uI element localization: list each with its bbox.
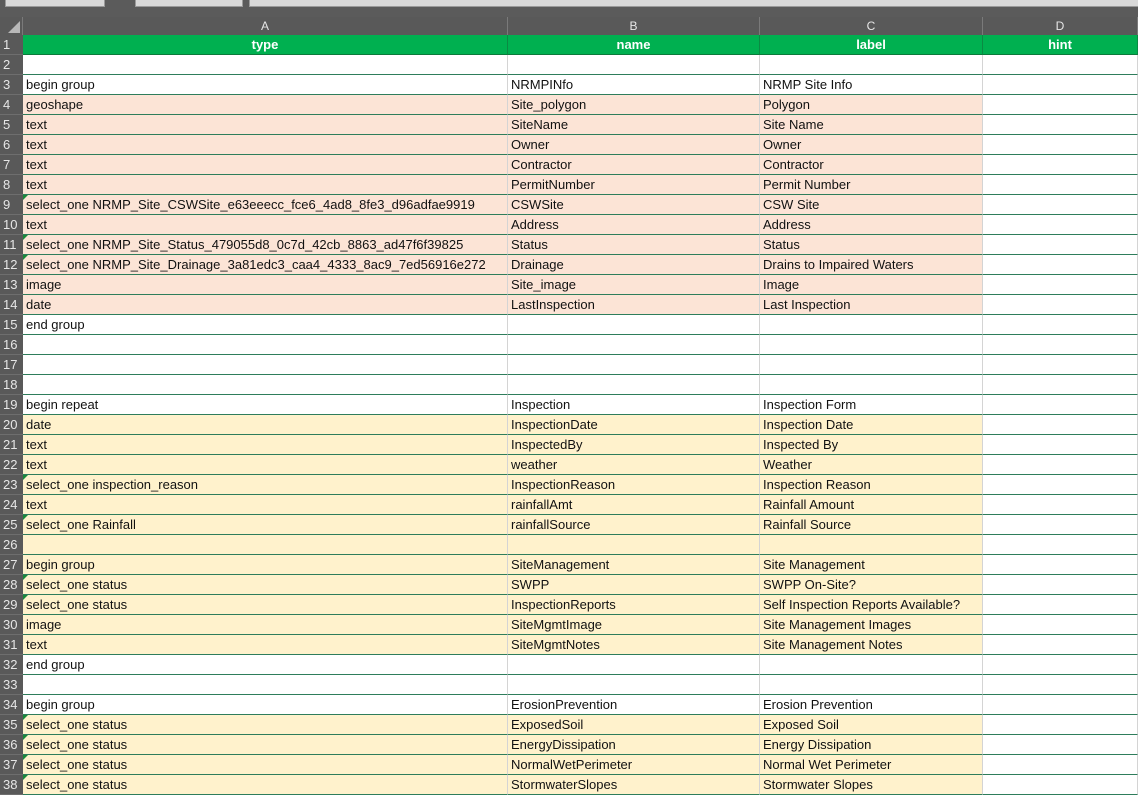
cell-label[interactable] (760, 335, 983, 355)
cell-name[interactable]: ExposedSoil (508, 715, 760, 735)
table-row (23, 435, 1138, 455)
cell-hint[interactable] (983, 155, 1138, 175)
row-header-10[interactable]: 10 (0, 215, 23, 235)
cell-label[interactable] (760, 675, 983, 695)
select-all-corner[interactable] (0, 17, 23, 35)
cell-hint[interactable] (983, 455, 1138, 475)
cell-type[interactable]: text (23, 635, 508, 655)
cell-name[interactable] (508, 675, 760, 695)
row-header-25[interactable]: 25 (0, 515, 23, 535)
cell-type[interactable]: text (23, 175, 508, 195)
cell-label[interactable] (760, 655, 983, 675)
table-row (23, 195, 1138, 215)
cell-label[interactable]: Erosion Prevention (760, 695, 983, 715)
cell-type[interactable]: text (23, 115, 508, 135)
cell-hint[interactable] (983, 715, 1138, 735)
row-header-13[interactable]: 13 (0, 275, 23, 295)
cell-hint[interactable] (983, 295, 1138, 315)
cell-label[interactable]: Stormwater Slopes (760, 775, 983, 795)
table-row (23, 55, 1138, 75)
table-row (23, 255, 1138, 275)
cell-name[interactable]: Address (508, 215, 760, 235)
cell-hint[interactable] (983, 695, 1138, 715)
row-header-12[interactable]: 12 (0, 255, 23, 275)
cell-label[interactable]: SWPP On-Site? (760, 575, 983, 595)
cell-label[interactable]: CSW Site (760, 195, 983, 215)
column-header-a[interactable]: A (23, 17, 508, 35)
cell-name[interactable]: weather (508, 455, 760, 475)
table-row (23, 535, 1138, 555)
cell-name[interactable] (508, 55, 760, 75)
row-header-24[interactable]: 24 (0, 495, 23, 515)
formula-bar[interactable] (249, 0, 1138, 7)
table-row (23, 115, 1138, 135)
row-header-21[interactable]: 21 (0, 435, 23, 455)
cell-hint[interactable] (983, 515, 1138, 535)
cell-hint[interactable] (983, 255, 1138, 275)
table-row (23, 375, 1138, 395)
cell-name[interactable]: SiteManagement (508, 555, 760, 575)
header-row (23, 35, 1138, 55)
cell-name[interactable]: InspectionReason (508, 475, 760, 495)
cell-hint[interactable] (983, 395, 1138, 415)
table-row (23, 655, 1138, 675)
cell-hint[interactable] (983, 95, 1138, 115)
cell-type[interactable] (23, 335, 508, 355)
cell-label[interactable]: Exposed Soil (760, 715, 983, 735)
cell-hint[interactable] (983, 735, 1138, 755)
row-header-17[interactable]: 17 (0, 355, 23, 375)
cell-hint[interactable] (983, 775, 1138, 795)
cell-label[interactable]: Rainfall Amount (760, 495, 983, 515)
table-row (23, 335, 1138, 355)
cell-type[interactable]: text (23, 455, 508, 475)
cell-label[interactable]: Inspection Reason (760, 475, 983, 495)
cell-type[interactable]: geoshape (23, 95, 508, 115)
cell-label[interactable]: Status (760, 235, 983, 255)
row-header-8[interactable]: 8 (0, 175, 23, 195)
table-row (23, 95, 1138, 115)
cell-label[interactable] (760, 355, 983, 375)
cell-hint[interactable] (983, 475, 1138, 495)
cell-name[interactable]: Inspection (508, 395, 760, 415)
cell-hint[interactable] (983, 135, 1138, 155)
cell-type[interactable]: begin group (23, 75, 508, 95)
row-header-4[interactable]: 4 (0, 95, 23, 115)
cell-hint[interactable] (983, 575, 1138, 595)
table-row (23, 215, 1138, 235)
cell-hint[interactable] (983, 355, 1138, 375)
row-header-23[interactable]: 23 (0, 475, 23, 495)
cell-hint[interactable] (983, 435, 1138, 455)
row-header-35[interactable]: 35 (0, 715, 23, 735)
table-row (23, 275, 1138, 295)
cell-label[interactable]: Inspection Form (760, 395, 983, 415)
cell-name[interactable]: InspectedBy (508, 435, 760, 455)
cell-type[interactable]: select_one status (23, 775, 508, 795)
cell-label[interactable]: Site Management (760, 555, 983, 575)
cell-name[interactable]: ErosionPrevention (508, 695, 760, 715)
table-row (23, 75, 1138, 95)
row-header-26[interactable]: 26 (0, 535, 23, 555)
row-header-20[interactable]: 20 (0, 415, 23, 435)
cell-type[interactable]: begin group (23, 695, 508, 715)
table-row (23, 695, 1138, 715)
cell-hint[interactable] (983, 675, 1138, 695)
toolbar-tab[interactable] (135, 0, 243, 7)
header-cell-hint[interactable]: hint (983, 35, 1138, 55)
toolbar-tab[interactable] (5, 0, 105, 7)
cell-hint[interactable] (983, 615, 1138, 635)
cell-label[interactable]: Address (760, 215, 983, 235)
table-row (23, 295, 1138, 315)
cell-name[interactable]: InspectionDate (508, 415, 760, 435)
table-row (23, 595, 1138, 615)
row-header-11[interactable]: 11 (0, 235, 23, 255)
cell-hint[interactable] (983, 335, 1138, 355)
cell-label[interactable]: Inspected By (760, 435, 983, 455)
column-header-b[interactable]: B (508, 17, 760, 35)
row-header-18[interactable]: 18 (0, 375, 23, 395)
cell-label[interactable]: Inspection Date (760, 415, 983, 435)
cell-name[interactable]: Site_image (508, 275, 760, 295)
cell-hint[interactable] (983, 55, 1138, 75)
table-row (23, 315, 1138, 335)
row-header-6[interactable]: 6 (0, 135, 23, 155)
table-row (23, 415, 1138, 435)
cell-hint[interactable] (983, 275, 1138, 295)
table-row (23, 235, 1138, 255)
cell-type[interactable]: begin repeat (23, 395, 508, 415)
cell-type[interactable]: end group (23, 315, 508, 335)
cell-hint[interactable] (983, 535, 1138, 555)
cell-type[interactable]: select_one NRMP_Site_Drainage_3a81edc3_caa4_4333_8ac9_7ed56916e272 (23, 255, 508, 275)
row-header-29[interactable]: 29 (0, 595, 23, 615)
row-header-16[interactable]: 16 (0, 335, 23, 355)
cell-type[interactable]: date (23, 415, 508, 435)
table-row (23, 135, 1138, 155)
table-row (23, 715, 1138, 735)
row-header-19[interactable]: 19 (0, 395, 23, 415)
cell-type[interactable]: select_one Rainfall (23, 515, 508, 535)
cell-type[interactable] (23, 675, 508, 695)
cell-type[interactable] (23, 535, 508, 555)
cell-label[interactable]: Energy Dissipation (760, 735, 983, 755)
cell-hint[interactable] (983, 215, 1138, 235)
ribbon-strip (0, 0, 1138, 17)
cell-name[interactable]: InspectionReports (508, 595, 760, 615)
cell-hint[interactable] (983, 235, 1138, 255)
row-header-37[interactable]: 37 (0, 755, 23, 775)
cell-name[interactable]: Status (508, 235, 760, 255)
cell-name[interactable]: NRMPINfo (508, 75, 760, 95)
table-row (23, 555, 1138, 575)
column-header-c[interactable]: C (760, 17, 983, 35)
cell-name[interactable]: SWPP (508, 575, 760, 595)
cell-type[interactable]: select_one status (23, 715, 508, 735)
cell-name[interactable]: LastInspection (508, 295, 760, 315)
cell-type[interactable]: image (23, 615, 508, 635)
row-header-32[interactable]: 32 (0, 655, 23, 675)
cell-type[interactable]: select_one status (23, 755, 508, 775)
cell-label[interactable]: Site Management Notes (760, 635, 983, 655)
cell-label[interactable] (760, 315, 983, 335)
table-row (23, 755, 1138, 775)
cell-type[interactable]: select_one NRMP_Site_CSWSite_e63eeecc_fce6_4ad8_8fe3_d96adfae9919 (23, 195, 508, 215)
cell-hint[interactable] (983, 495, 1138, 515)
table-row (23, 155, 1138, 175)
cell-hint[interactable] (983, 755, 1138, 775)
table-row (23, 355, 1138, 375)
table-row (23, 735, 1138, 755)
cell-type[interactable]: select_one status (23, 595, 508, 615)
row-header-31[interactable]: 31 (0, 635, 23, 655)
row-header-9[interactable]: 9 (0, 195, 23, 215)
row-header-5[interactable]: 5 (0, 115, 23, 135)
cell-type[interactable]: select_one status (23, 575, 508, 595)
cell-label[interactable]: Site Name (760, 115, 983, 135)
cell-name[interactable]: SiteMgmtImage (508, 615, 760, 635)
table-row (23, 515, 1138, 535)
cell-hint[interactable] (983, 315, 1138, 335)
cell-name[interactable]: NormalWetPerimeter (508, 755, 760, 775)
cell-label[interactable]: Site Management Images (760, 615, 983, 635)
cell-name[interactable] (508, 315, 760, 335)
cell-name[interactable]: SiteMgmtNotes (508, 635, 760, 655)
cell-label[interactable]: Owner (760, 135, 983, 155)
cell-name[interactable]: rainfallAmt (508, 495, 760, 515)
cell-type[interactable]: image (23, 275, 508, 295)
row-header-30[interactable]: 30 (0, 615, 23, 635)
cell-hint[interactable] (983, 115, 1138, 135)
table-row (23, 175, 1138, 195)
cell-label[interactable]: Self Inspection Reports Available? (760, 595, 983, 615)
cell-type[interactable]: text (23, 495, 508, 515)
cell-label[interactable]: Contractor (760, 155, 983, 175)
cell-name[interactable] (508, 375, 760, 395)
row-header-7[interactable]: 7 (0, 155, 23, 175)
cell-label[interactable]: Rainfall Source (760, 515, 983, 535)
cell-name[interactable]: EnergyDissipation (508, 735, 760, 755)
header-cell-name[interactable]: name (508, 35, 760, 55)
cell-hint[interactable] (983, 375, 1138, 395)
row-header-15[interactable]: 15 (0, 315, 23, 335)
table-row (23, 455, 1138, 475)
cell-hint[interactable] (983, 75, 1138, 95)
cell-hint[interactable] (983, 655, 1138, 675)
cell-name[interactable]: PermitNumber (508, 175, 760, 195)
cell-type[interactable]: text (23, 155, 508, 175)
cell-type[interactable]: select_one inspection_reason (23, 475, 508, 495)
table-row (23, 395, 1138, 415)
header-cell-label[interactable]: label (760, 35, 983, 55)
cell-hint[interactable] (983, 555, 1138, 575)
cell-label[interactable]: Image (760, 275, 983, 295)
cell-hint[interactable] (983, 635, 1138, 655)
cell-name[interactable]: CSWSite (508, 195, 760, 215)
cell-hint[interactable] (983, 595, 1138, 615)
cell-name[interactable]: rainfallSource (508, 515, 760, 535)
cell-type[interactable]: end group (23, 655, 508, 675)
row-header-36[interactable]: 36 (0, 735, 23, 755)
table-row (23, 615, 1138, 635)
table-row (23, 495, 1138, 515)
row-header-2[interactable]: 2 (0, 55, 23, 75)
row-header-27[interactable]: 27 (0, 555, 23, 575)
row-header-14[interactable]: 14 (0, 295, 23, 315)
cell-type[interactable] (23, 375, 508, 395)
cell-name[interactable]: SiteName (508, 115, 760, 135)
cell-type[interactable]: select_one status (23, 735, 508, 755)
cell-type[interactable] (23, 355, 508, 375)
cell-hint[interactable] (983, 415, 1138, 435)
select-all-icon (8, 21, 20, 33)
cell-label[interactable] (760, 55, 983, 75)
cell-label[interactable]: Normal Wet Perimeter (760, 755, 983, 775)
table-row (23, 575, 1138, 595)
header-cell-type[interactable]: type (23, 35, 508, 55)
cell-type[interactable]: text (23, 135, 508, 155)
row-header-34[interactable]: 34 (0, 695, 23, 715)
cell-name[interactable]: Contractor (508, 155, 760, 175)
cell-type[interactable]: text (23, 435, 508, 455)
cell-label[interactable]: Polygon (760, 95, 983, 115)
cell-type[interactable]: begin group (23, 555, 508, 575)
row-header-1[interactable]: 1 (0, 35, 23, 55)
cell-label[interactable]: Weather (760, 455, 983, 475)
row-header-33[interactable]: 33 (0, 675, 23, 695)
table-row (23, 775, 1138, 795)
column-header-d[interactable]: D (983, 17, 1138, 35)
row-header-3[interactable]: 3 (0, 75, 23, 95)
cell-name[interactable] (508, 535, 760, 555)
cell-name[interactable] (508, 335, 760, 355)
table-row (23, 675, 1138, 695)
cell-label[interactable] (760, 375, 983, 395)
cell-type[interactable]: select_one NRMP_Site_Status_479055d8_0c7d_42cb_8863_ad47f6f39825 (23, 235, 508, 255)
cell-hint[interactable] (983, 175, 1138, 195)
cell-name[interactable]: Owner (508, 135, 760, 155)
row-header-22[interactable]: 22 (0, 455, 23, 475)
cell-type[interactable]: date (23, 295, 508, 315)
row-header-38[interactable]: 38 (0, 775, 23, 795)
cell-name[interactable]: Site_polygon (508, 95, 760, 115)
cell-name[interactable]: Drainage (508, 255, 760, 275)
cell-label[interactable]: Drains to Impaired Waters (760, 255, 983, 275)
table-row (23, 635, 1138, 655)
cell-hint[interactable] (983, 195, 1138, 215)
cell-name[interactable]: StormwaterSlopes (508, 775, 760, 795)
cell-type[interactable] (23, 55, 508, 75)
cell-label[interactable]: Last Inspection (760, 295, 983, 315)
table-row (23, 475, 1138, 495)
cell-label[interactable]: Permit Number (760, 175, 983, 195)
cell-name[interactable] (508, 655, 760, 675)
cell-type[interactable]: text (23, 215, 508, 235)
cell-name[interactable] (508, 355, 760, 375)
cell-label[interactable] (760, 535, 983, 555)
row-header-28[interactable]: 28 (0, 575, 23, 595)
cell-label[interactable]: NRMP Site Info (760, 75, 983, 95)
